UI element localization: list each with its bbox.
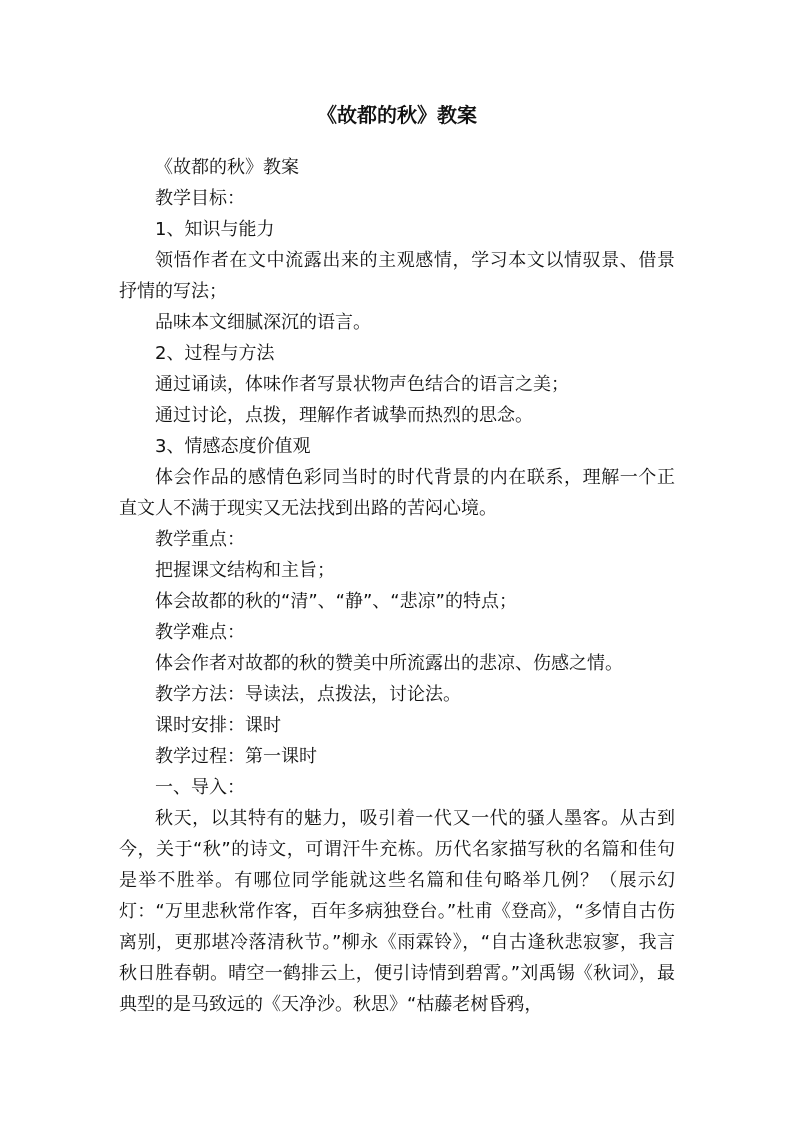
paragraph: 《故都的秋》教案 <box>155 157 299 178</box>
document-title: 《故都的秋》教案 <box>317 103 477 127</box>
paragraph: 体会作者对故都的秋的赞美中所流露出的悲凉、伤感之情。 <box>155 653 623 674</box>
paragraph: 1、知识与能力 <box>155 219 275 240</box>
paragraph: 2、过程与方法 <box>155 343 275 364</box>
paragraph: 教学重点： <box>155 529 245 550</box>
paragraph: 课时安排：课时 <box>155 715 281 736</box>
paragraph: 通过讨论，点拨，理解作者诚挚而热烈的思念。 <box>155 405 533 426</box>
paragraph: 领悟作者在文中流露出来的主观感情，学习本文以情驭景、借景抒情的写法； <box>119 250 675 302</box>
paragraph: 教学难点： <box>155 622 245 643</box>
paragraph: 3、情感态度价值观 <box>155 436 311 457</box>
paragraph: 体会作品的感情色彩同当时的时代背景的内在联系，理解一个正直文人不满于现实又无法找到出路的苦闷心境。 <box>119 467 675 519</box>
paragraph: 教学目标： <box>155 188 245 209</box>
paragraph: 体会故都的秋的“清”、“静”、“悲凉”的特点； <box>155 591 517 612</box>
paragraph: 把握课文结构和主旨； <box>155 560 335 581</box>
paragraph: 教学方法：导读法，点拨法，讨论法。 <box>155 684 461 705</box>
paragraph: 一、导入： <box>155 777 245 798</box>
paragraph: 秋天，以其特有的魅力，吸引着一代又一代的骚人墨客。从古到今，关于“秋”的诗文，可谓汗牛充栋。历代名家描写秋的名篇和佳句是举不胜举。有哪位同学能就这些名篇和佳句略举几例？（展示幻灯：“万里悲秋常作客，百年多病独登台。”杜甫《登高》，“多情自古伤离别，更那堪冷落清秋节。”柳永《雨霖铃》，“自古逢秋悲寂寥，我言秋日胜春朝。晴空一鹤排云上，便引诗情到碧霄。”刘禹锡《秋词》，最典型的是马致远的《天净沙。秋思》“枯藤老树昏鸦， <box>119 808 675 1015</box>
document-body <box>119 152 675 1020</box>
paragraph: 通过诵读，体味作者写景状物声色结合的语言之美； <box>155 374 569 395</box>
paragraph: 品味本文细腻深沉的语言。 <box>155 312 371 333</box>
paragraph: 教学过程：第一课时 <box>155 746 317 767</box>
